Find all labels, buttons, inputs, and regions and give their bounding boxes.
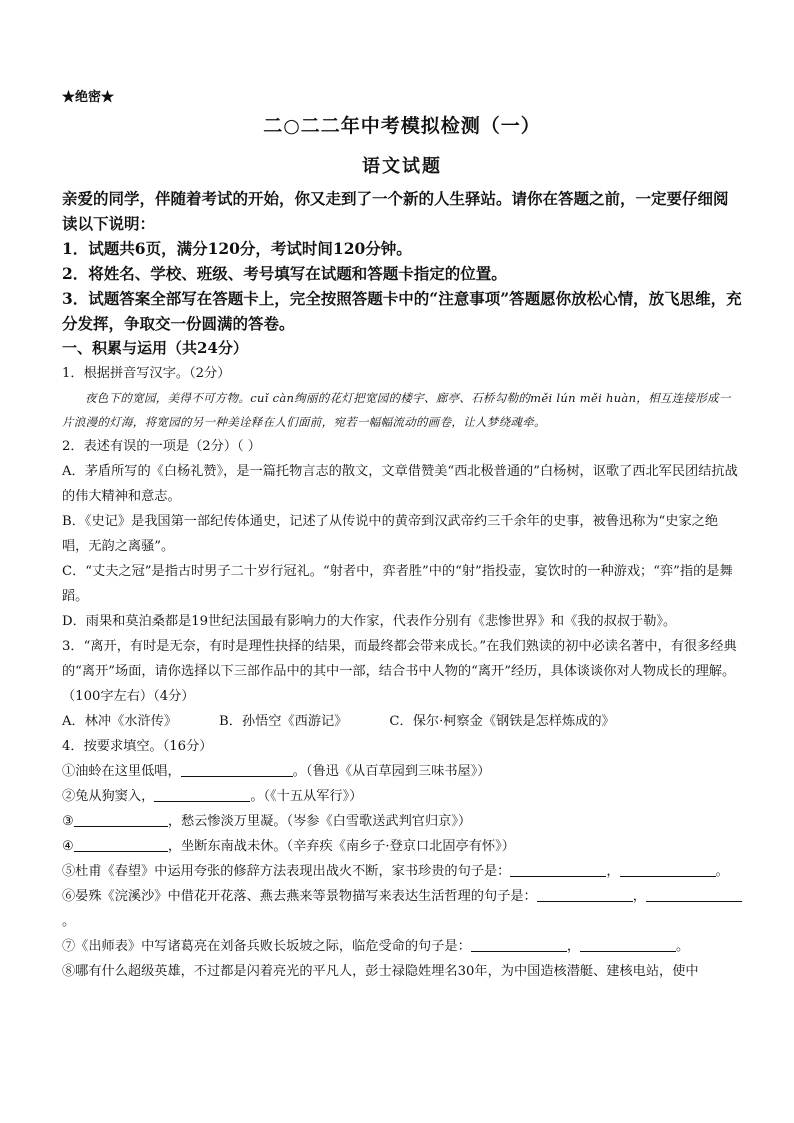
intro-rule-1: 1．试题共6页，满分120分，考试时间120分钟。 (62, 239, 412, 258)
fill-item-8: ⑧哪有什么超级英雄，不过都是闪着亮光的平凡人，彭士禄隐姓埋名30年，为中国造核潜艇、建核电站，使中 (62, 964, 699, 979)
section-heading: 一、积累与运用（共24分） (62, 339, 248, 357)
question-4-prompt: 4．按要求填空。（16分） (62, 739, 213, 754)
fill-item-4: ④ ，坐断东南战未休。（辛弃疾《南乡子·登京口北固亭有怀》） (62, 834, 742, 859)
question-3-option-b: B．孙悟空《西游记》 (219, 714, 348, 729)
fill-item-1: ①油蛉在这里低唱， 。（鲁迅《从百草园到三味书屋》） (62, 759, 742, 784)
answer-blank[interactable] (154, 786, 250, 802)
fill-item-6: ⑥晏殊《浣溪沙》中借花开花落、燕去燕来等景物描写来表达生活哲理的句子是： ，。 (62, 884, 742, 934)
fill-item-5: ⑤杜甫《春望》中运用夸张的修辞方法表现出战火不断，家书珍贵的句子是： ， 。 (62, 859, 742, 884)
intro-rule-2: 2．将姓名、学校、班级、考号填写在试题和答题卡指定的位置。 (62, 264, 507, 283)
question-1-passage: 夜色下的宽园，美得不可方物。cuǐ càn绚丽的花灯把宽园的楼宇、廊亭、石桥勾勒的měi lún měi huàn，相互连接形成一片浪漫的灯海，将宽园的另一种美诠释在人们面前，宛若一幅幅流动的画卷，让人梦绕魂牵。 (62, 391, 731, 429)
question-3-option-c: C．保尔·柯察金《钢铁是怎样炼成的》 (389, 714, 615, 729)
exam-subtitle: 语文试题 (362, 156, 442, 177)
exam-title: 二○二二年中考模拟检测（一） (263, 115, 541, 137)
answer-blank[interactable] (620, 861, 716, 877)
exam-page (62, 86, 742, 984)
answer-blank[interactable] (471, 936, 567, 952)
question-2-option-b: B．《史记》是我国第一部纪传体通史，记述了从传说中的黄帝到汉武帝约三千余年的史事，被鲁迅称为“史家之绝唱，无韵之离骚”。 (62, 514, 719, 554)
intro-greeting: 亲爱的同学，伴随着考试的开始，你又走到了一个新的人生驿站。请你在答题之前，一定要仔细阅读以下说明： (62, 189, 729, 233)
question-1-prompt: 1．根据拼音写汉字。（2分） (62, 366, 231, 381)
question-2-option-c: C．“丈夫之冠”是指古时男子二十岁行冠礼。“射者中，弈者胜”中的“射”指投壶，宴饮时的一种游戏；“弈”指的是舞蹈。 (62, 564, 733, 604)
answer-blank[interactable] (580, 936, 676, 952)
question-2-prompt: 2．表述有误的一项是（2分）（ ） (62, 439, 261, 454)
question-2-option-d: D．雨果和莫泊桑都是19世纪法国最有影响力的大作家，代表作分别有《悲惨世界》和《我的叔叔于勒》。 (62, 614, 677, 629)
question-2-option-a: A．茅盾所写的《白杨礼赞》，是一篇托物言志的散文，文章借赞美“西北极普通的”白杨树，讴歌了西北军民团结抗战的伟大精神和意志。 (62, 464, 738, 504)
fill-item-7: ⑦《出师表》中写诸葛亮在刘备兵败长坂坡之际，临危受命的句子是： ， 。 (62, 934, 742, 959)
question-3-options (62, 709, 742, 734)
confidential-mark: ★绝密★ (62, 90, 115, 105)
answer-blank[interactable] (181, 761, 293, 777)
question-3-option-a: A．林冲《水浒传》 (62, 714, 178, 729)
intro-rule-3: 3．试题答案全部写在答题卡上，完全按照答题卡中的“注意事项”答题愿你放松心情，放飞思维，充分发挥，争取交一份圆满的答卷。 (62, 289, 742, 333)
answer-blank[interactable] (74, 836, 168, 852)
question-3-prompt: 3．“离开，有时是无奈，有时是理性抉择的结果，而最终都会带来成长。”在我们熟读的初中必读名著中，有很多经典的“离开”场面，请你选择以下三部作品中的其中一部，结合书中人物的“离开”经历，具体谈谈你对人物成长的理解。（100字左右）（4分） (62, 639, 737, 704)
fill-item-2: ②兔从狗窦入， 。（《十五从军行》） (62, 784, 742, 809)
answer-blank[interactable] (74, 811, 168, 827)
answer-blank[interactable] (510, 861, 606, 877)
fill-item-3: ③ ，愁云惨淡万里凝。（岑参《白雪歌送武判官归京》） (62, 809, 742, 834)
answer-blank[interactable] (646, 886, 742, 902)
answer-blank[interactable] (537, 886, 633, 902)
